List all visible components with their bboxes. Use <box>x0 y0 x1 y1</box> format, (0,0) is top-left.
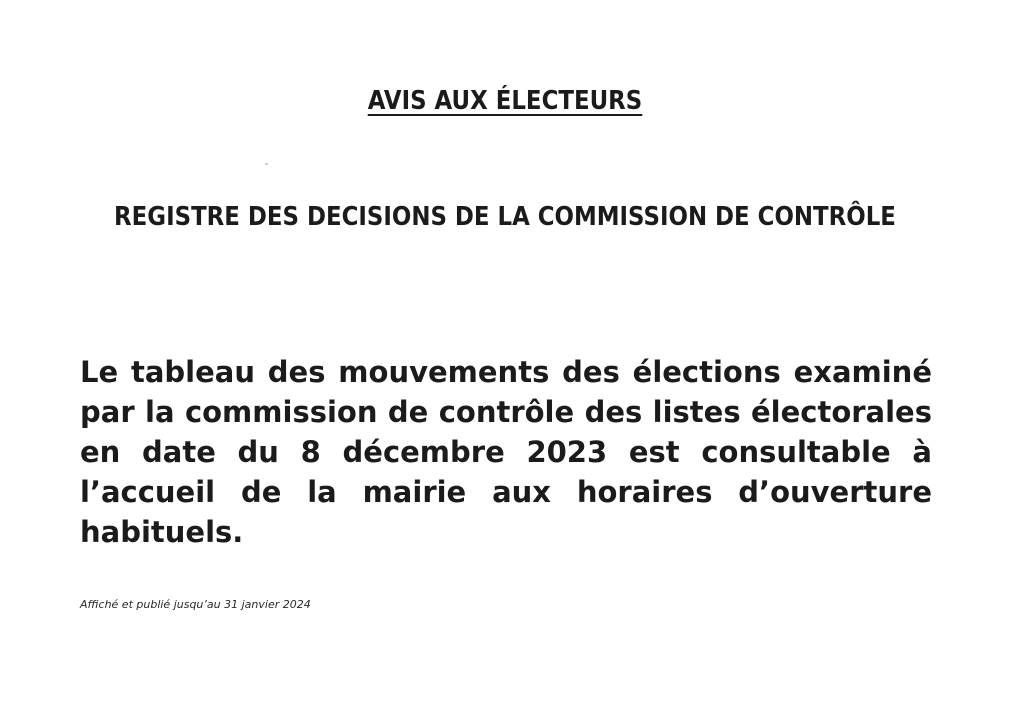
body-line-5: habituels. <box>80 515 244 549</box>
body-line-4: l’accueil de la mairie aux horaires d’ouverture <box>80 475 932 509</box>
body-line-2: par la commission de contrôle des listes électorales <box>80 395 932 429</box>
posting-note: Affiché et publié jusqu’au 31 janvier 2024 <box>80 598 311 611</box>
notice-title-text: AVIS AUX ÉLECTEURS <box>367 86 643 116</box>
scan-speck <box>265 163 268 165</box>
notice-body <box>80 352 932 552</box>
body-line-3: en date du 8 décembre 2023 est consultable à <box>80 435 932 469</box>
body-line-1: Le tableau des mouvements des élections examiné <box>80 355 932 389</box>
notice-title <box>61 86 950 116</box>
notice-subtitle: REGISTRE DES DECISIONS DE LA COMMISSION DE CONTRÔLE <box>114 202 896 232</box>
